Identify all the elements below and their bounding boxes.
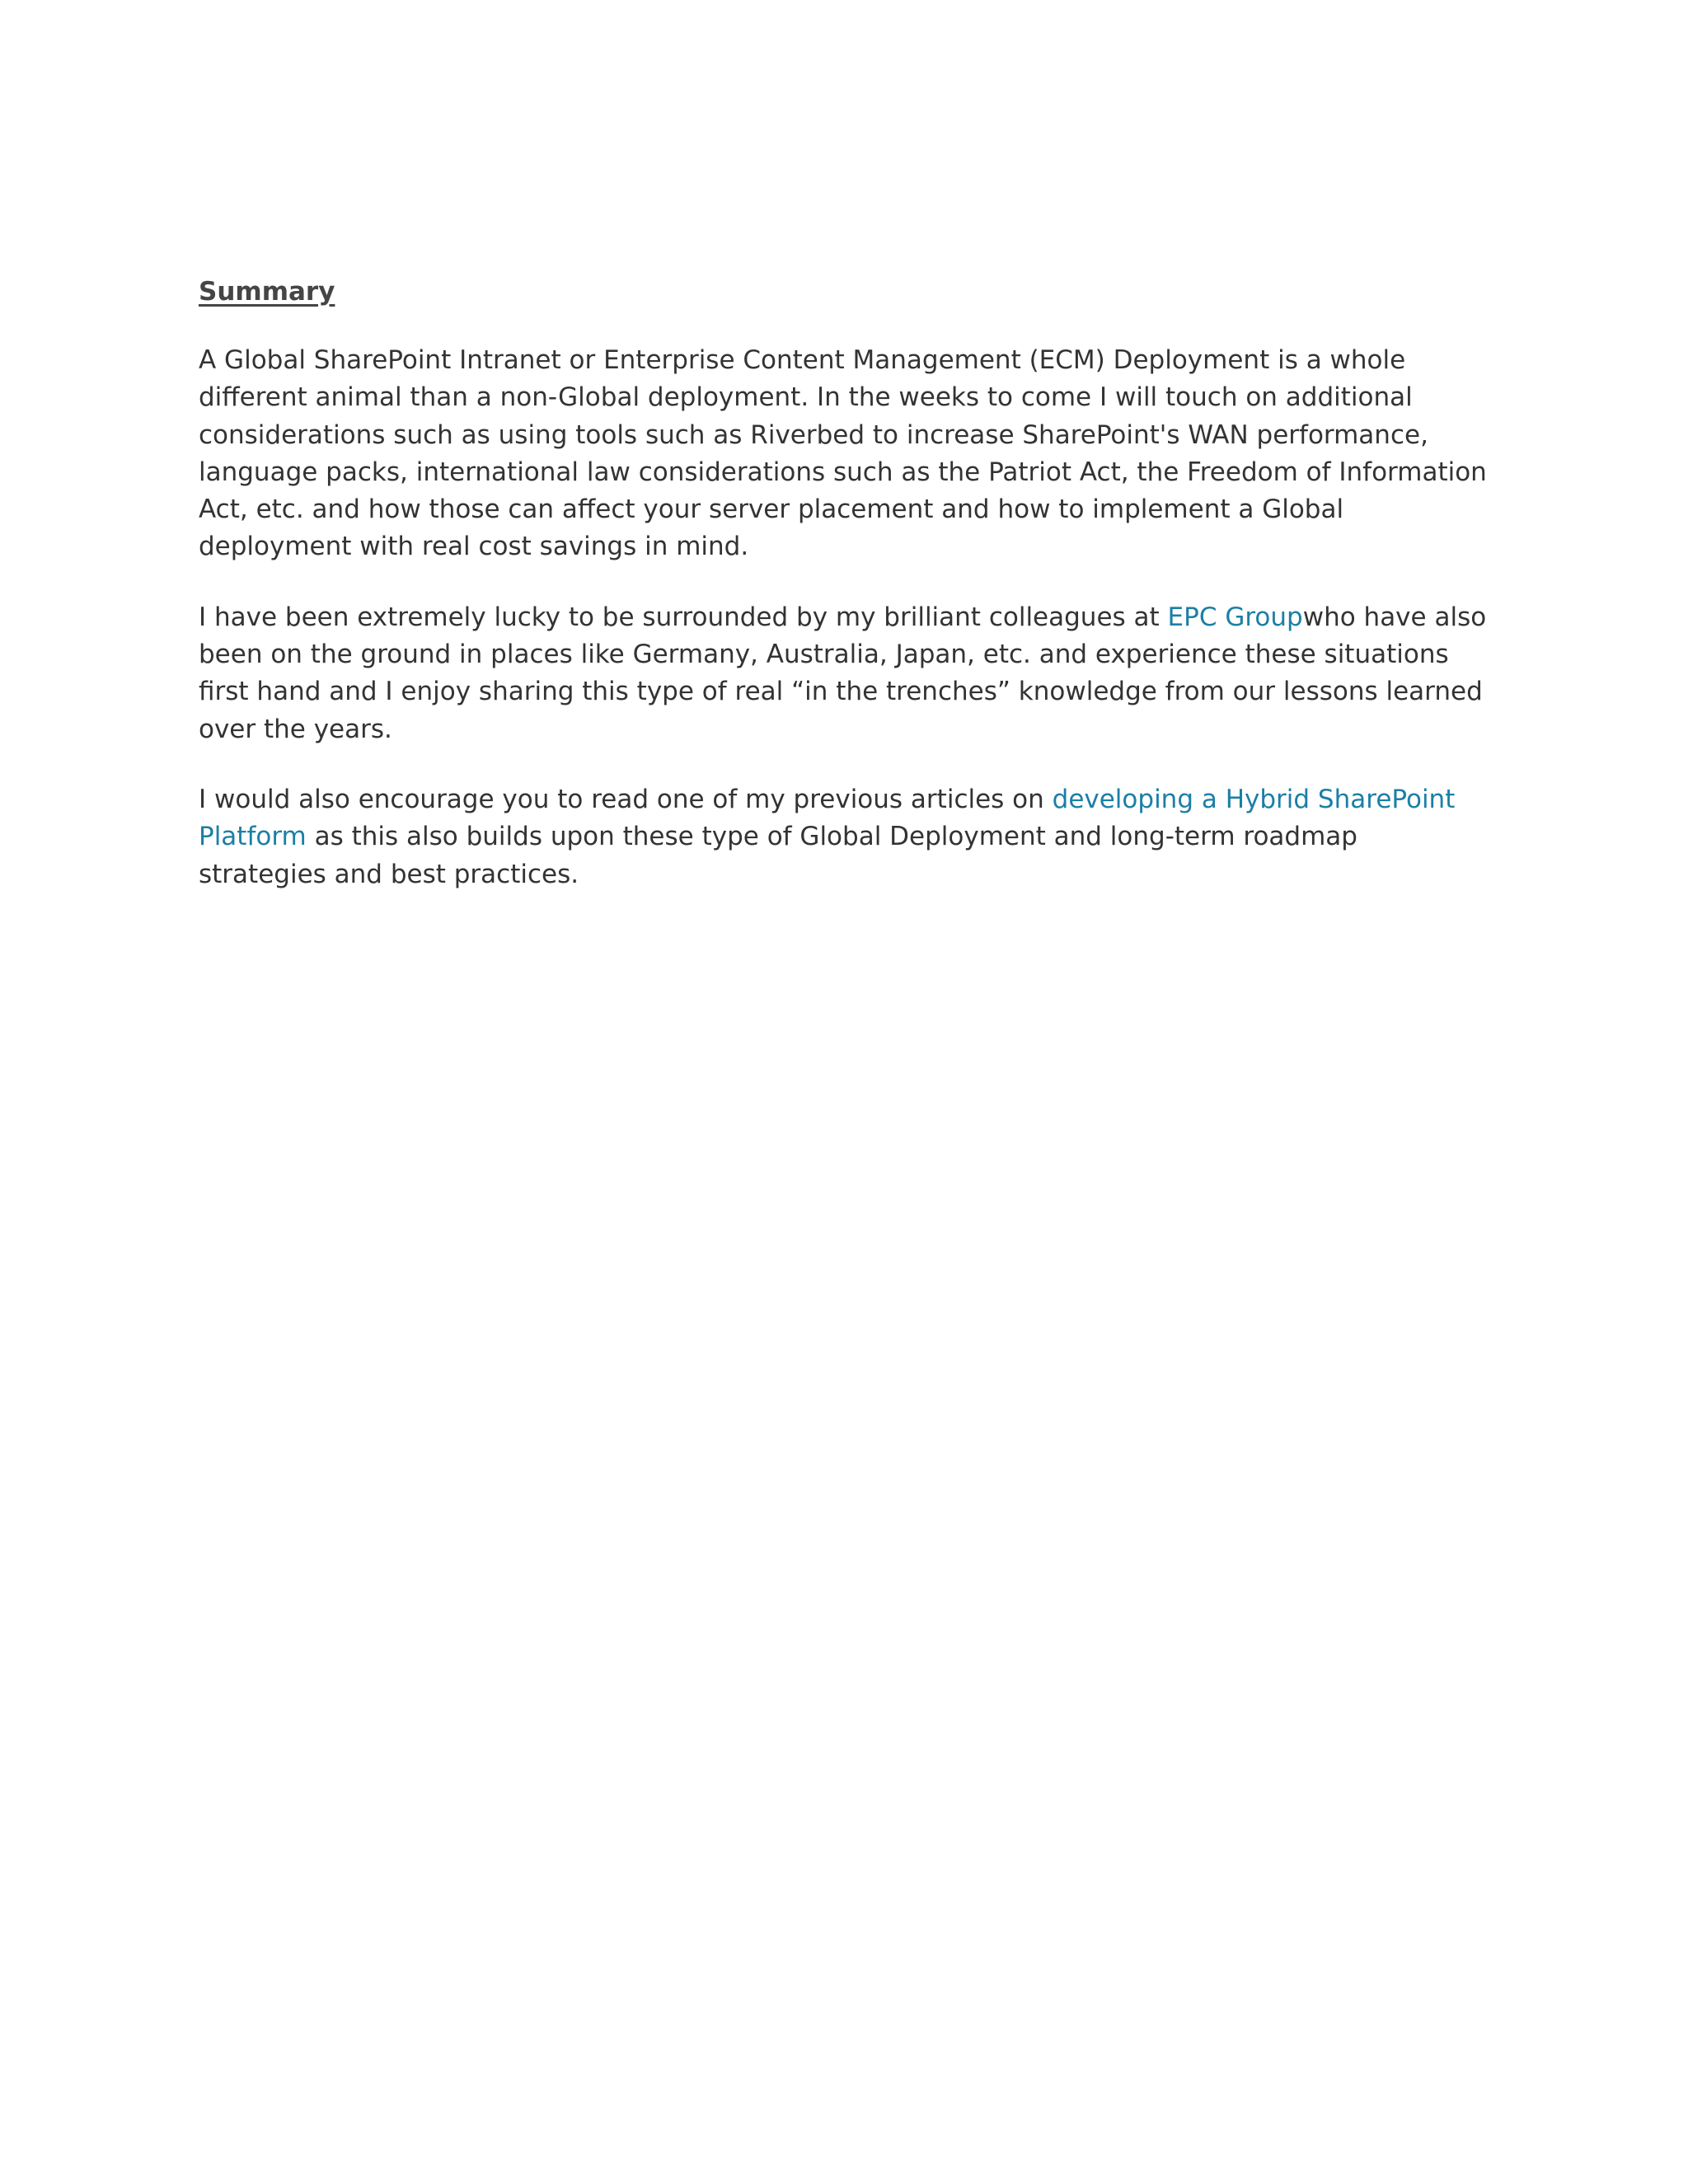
paragraph-articles-text-before: I would also encourage you to read one of my previous articles on xyxy=(199,784,1053,814)
paragraph-intro-text: A Global SharePoint Intranet or Enterprise Content Management (ECM) Deployment is a whole different animal than a non-Global deployment. In the weeks to come I will touch on additional considerations such as using tools such as Riverbed to increase SharePoint's WAN performance, language packs, international law considerations such as the Patriot Act, the Freedom of Information Act, etc. and how those can affect your server placement and how to implement a Global deployment with real cost savings in mind. xyxy=(199,345,1487,562)
paragraph-colleagues-text-before: I have been extremely lucky to be surrounded by my brilliant colleagues at xyxy=(199,602,1168,632)
paragraph-articles-text-after: as this also builds upon these type of Global Deployment and long-term roadmap strategies and best practices. xyxy=(199,822,1357,889)
document-page xyxy=(199,272,1493,893)
paragraph-colleagues xyxy=(199,599,1493,748)
epc-group-link[interactable]: EPC Group xyxy=(1167,602,1303,632)
paragraph-colleagues-text-after: who have also been on the ground in places like Germany, Australia, Japan, etc. and experience these situations first hand and I enjoy sharing this type of real “in the trenches” knowledge from our lessons learned over the years. xyxy=(199,602,1487,744)
hybrid-sharepoint-article-link[interactable]: developing a Hybrid SharePoint Platform xyxy=(199,784,1456,852)
paragraph-intro xyxy=(199,342,1493,566)
summary-heading: Summary xyxy=(199,277,335,307)
paragraph-articles xyxy=(199,781,1493,893)
